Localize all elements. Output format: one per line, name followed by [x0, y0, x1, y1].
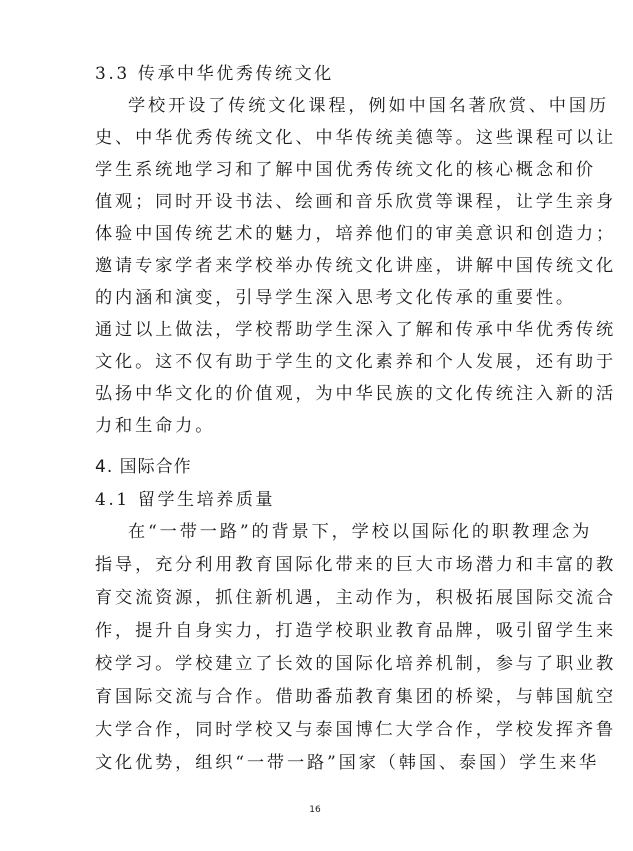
paragraph-line: 指导，充分利用教育国际化带来的巨大市场潜力和丰富的教 [95, 555, 616, 575]
section-heading-4-1: 4.1 留学生培养质量 [95, 490, 276, 510]
paragraph-line: 大学合作，同时学校又与泰国博仁大学合作，学校发挥齐鲁 [95, 720, 616, 740]
paragraph-line: 文化优势，组织“一带一路”国家（韩国、泰国）学生来华 [95, 753, 600, 773]
paragraph-line: 学校开设了传统文化课程，例如中国名著欣赏、中国历 [128, 96, 609, 116]
paragraph-line: 育交流资源，抓住新机遇，主动作为，积极拓展国际交流合 [95, 588, 616, 608]
paragraph-line: 史、中华优秀传统文化、中华传统美德等。这些课程可以让 [95, 128, 616, 148]
paragraph-line: 作，提升自身实力，打造学校职业教育品牌，吸引留学生来 [95, 621, 616, 641]
paragraph-line: 育国际交流与合作。借助番茄教育集团的桥梁，与韩国航空 [95, 687, 616, 707]
paragraph-line: 邀请专家学者来学校举办传统文化讲座，讲解中国传统文化 [95, 256, 616, 276]
paragraph-line: 力和生命力。 [95, 416, 216, 436]
paragraph-line: 值观；同时开设书法、绘画和音乐欣赏等课程，让学生亲身 [95, 192, 616, 212]
paragraph-line: 校学习。学校建立了长效的国际化培养机制，参与了职业教 [95, 654, 616, 674]
paragraph-line: 文化。这不仅有助于学生的文化素养和个人发展，还有助于 [95, 352, 616, 372]
paragraph-line: 的内涵和演变，引导学生深入思考文化传承的重要性。 [95, 288, 576, 308]
paragraph-line: 通过以上做法，学校帮助学生深入了解和传承中华优秀传统 [95, 320, 616, 340]
section-heading-3-3: 3.3 传承中华优秀传统文化 [95, 64, 334, 84]
paragraph-line: 学生系统地学习和了解中国优秀传统文化的核心概念和价 [95, 160, 596, 180]
paragraph-line: 弘扬中华文化的价值观，为中华民族的文化传统注入新的活 [95, 384, 616, 404]
paragraph-line: 在“一带一路”的背景下，学校以国际化的职教理念为 [128, 522, 593, 542]
section-heading-4: 4. 国际合作 [95, 457, 192, 477]
paragraph-line: 体验中国传统艺术的魅力，培养他们的审美意识和创造力； [95, 224, 616, 244]
page-number: 16 [309, 805, 321, 815]
